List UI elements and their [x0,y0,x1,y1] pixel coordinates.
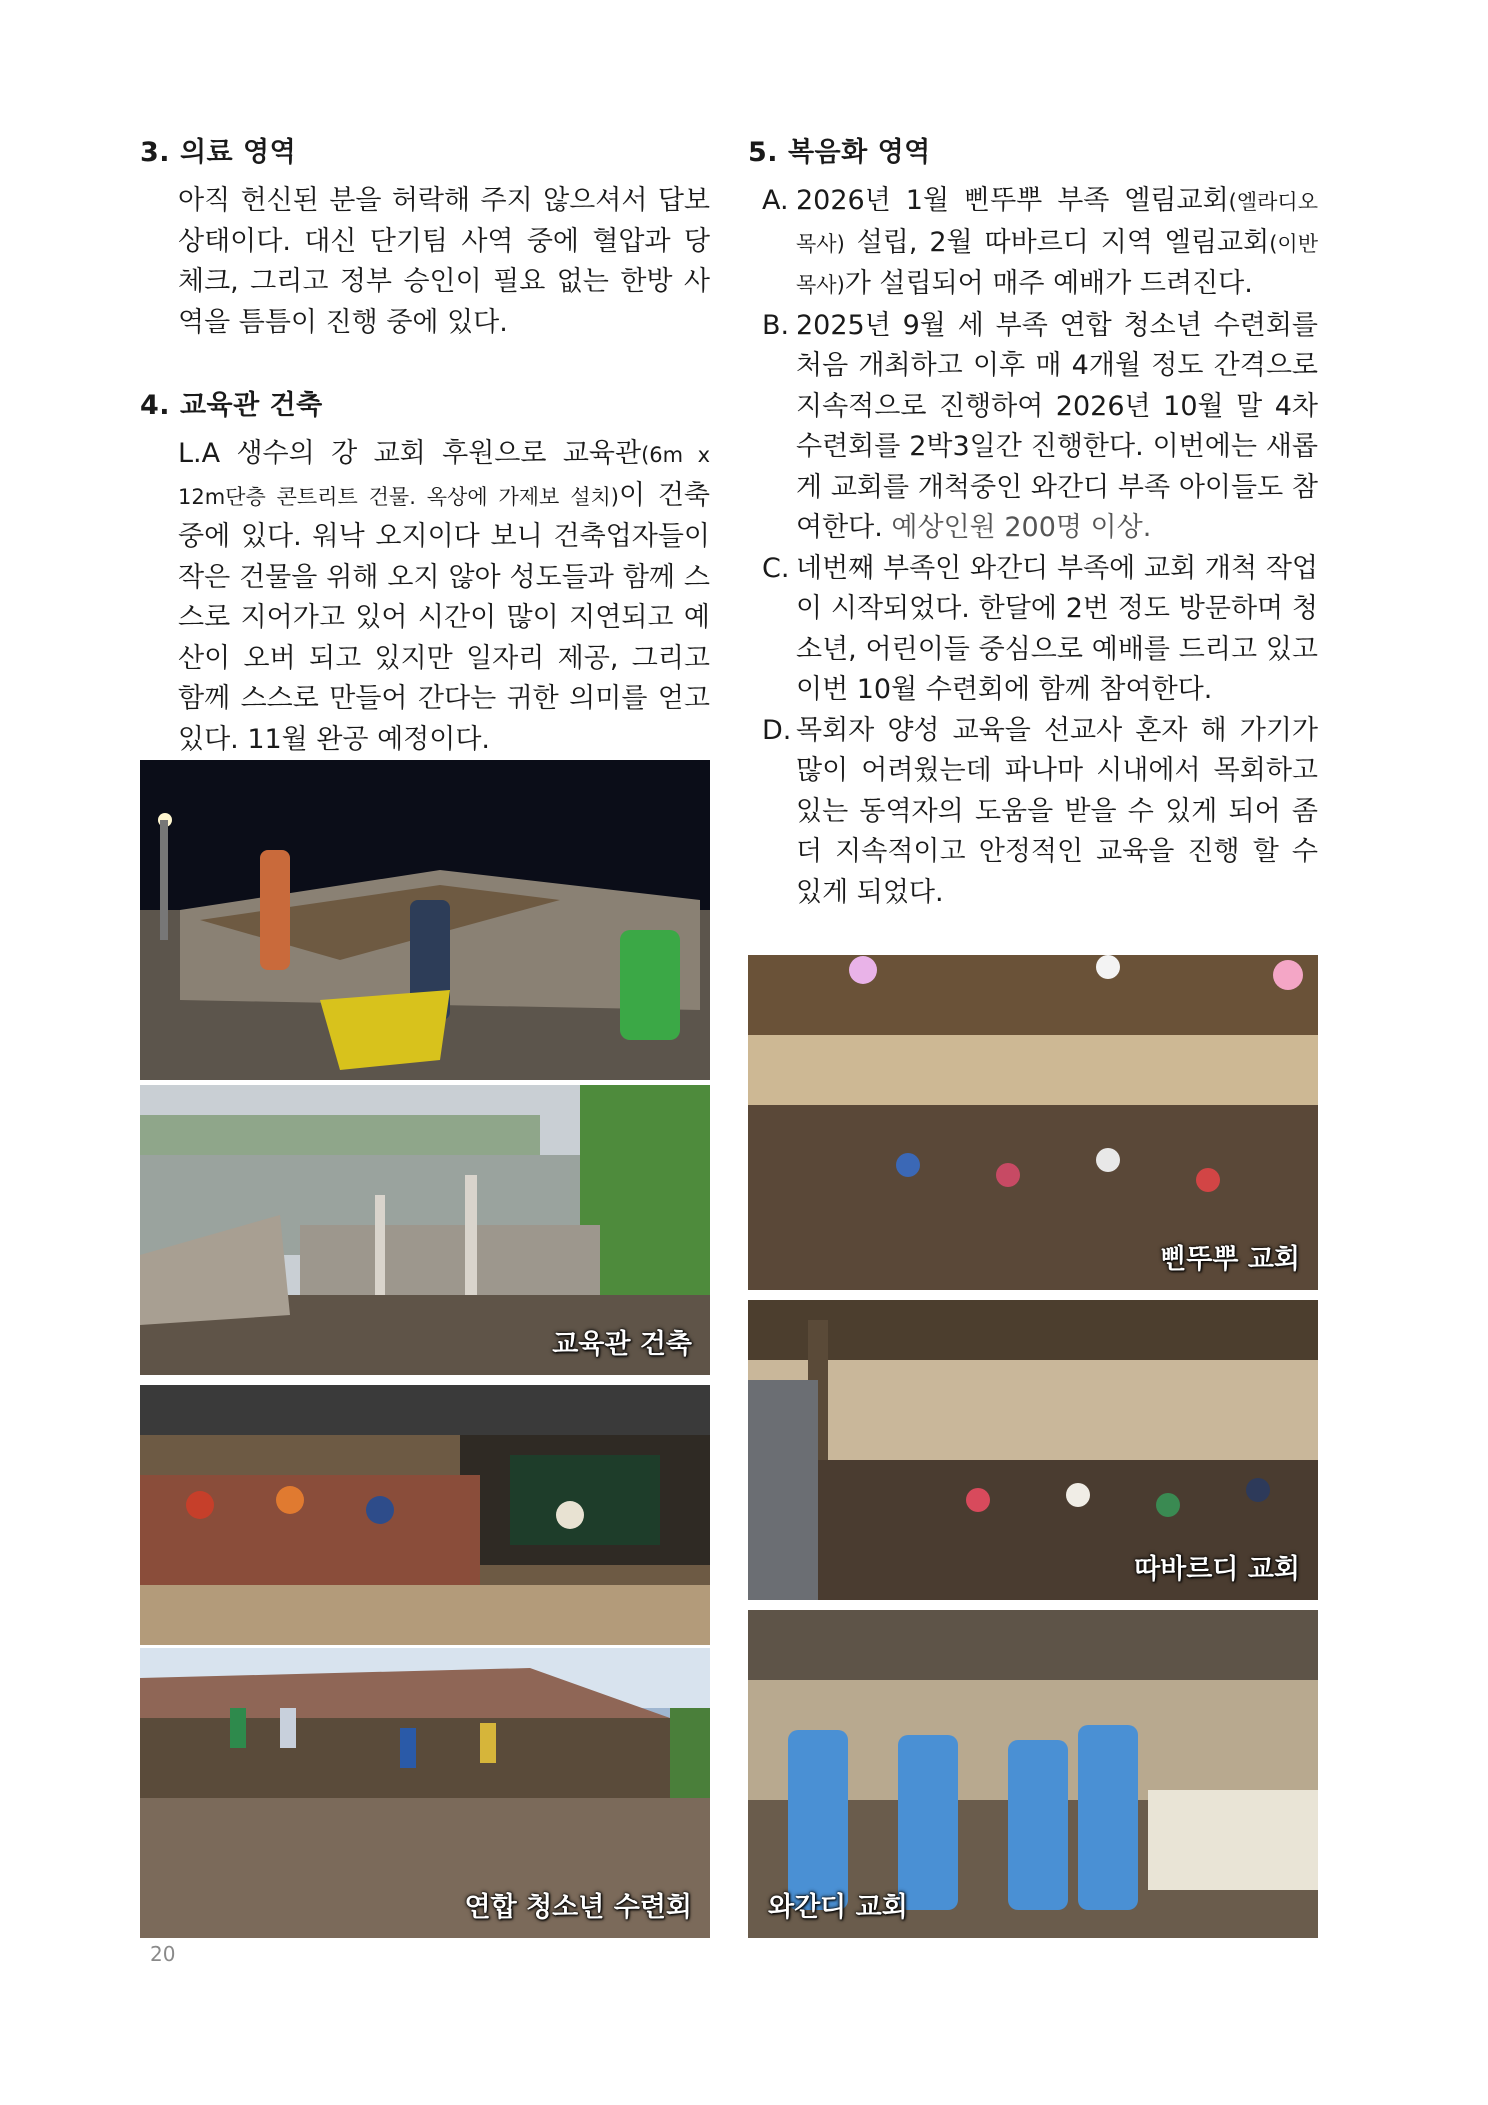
worship-gathering-image [140,1385,710,1645]
item-a-pastor-1: (엘라디오 목사) [796,190,1318,256]
education-building-spec: (6m x 12m단층 콘트리트 건물. 옥상에 가제보 설치) [178,443,710,509]
tabardi-church-photo [748,1300,1318,1600]
medical-heading: 3. 의료 영역 [140,137,297,168]
item-b-expected-count: 예상인원 200명 이상. [891,512,1152,543]
pintupu-caption: 삔뚜뿌 교회 [1160,1244,1300,1275]
education-body [178,434,710,760]
wagandi-church-photo [748,1610,1318,1938]
retreat-caption: 연합 청소년 수련회 [464,1892,692,1923]
education-heading: 4. 교육관 건축 [140,390,323,421]
evangelism-item-c [748,549,1318,711]
item-marker: D. [762,714,792,746]
item-a-text-3: 가 설립되어 매주 예배가 드려진다. [844,268,1253,299]
pintupu-church-photo [748,955,1318,1290]
education-section [140,383,710,760]
education-body-part-2: 이 건축 중에 있다. 워낙 오지이다 보니 건축업자들이 작은 건물을 위해 오지 않아 성도들과 함께 스스로 지어가고 있어 시간이 많이 지연되고 예산이 오버 되고 있지만 일자리 제공, 그리고 함께 스스로 만들어 간다는 귀한 의미를 얻고 있다. 11월 완공 예정이다. [178,479,710,755]
right-column [748,130,1318,953]
education-body-part-1: L.A 생수의 강 교회 후원으로 교육관 [178,438,642,469]
item-marker: C. [762,552,790,584]
item-a-text-2: 설립, 2월 따바르디 지역 엘림교회 [844,226,1270,258]
youth-retreat-photo [140,1648,710,1938]
construction-caption: 교육관 건축 [552,1329,692,1360]
construction-night-photo [140,760,710,1080]
evangelism-item-d [748,711,1318,914]
item-a-pastor-2: (이반 목사) [796,231,1318,297]
item-marker: A. [762,185,789,216]
evangelism-list [748,181,1318,913]
item-d-text: 목회자 양성 교육을 선교사 혼자 해 가기가 많이 어려웠는데 파나마 시내에서 목회하고 있는 동역자의 도움을 받을 수 있게 되어 좀 더 지속적이고 안정적인 교육을 진행 할 수 있게 되었다. [796,714,1318,908]
item-c-text: 네번째 부족인 와간디 부족에 교회 개척 작업이 시작되었다. 한달에 2번 정도 방문하며 청소년, 어린이들 중심으로 예배를 드리고 있고 이번 10월 수련회에 함께 참여한다. [796,552,1318,705]
wagandi-caption: 와간디 교회 [768,1892,908,1923]
construction-night-image [140,760,710,1080]
page-number: 20 [150,1942,176,1966]
evangelism-heading: 5. 복음화 영역 [748,137,931,168]
item-marker: B. [762,309,790,341]
left-column [140,130,710,800]
evangelism-item-a [748,181,1318,306]
tabardi-caption: 따바르디 교회 [1134,1554,1300,1585]
evangelism-section [748,130,1318,913]
item-b-text: 2025년 9월 세 부족 연합 청소년 수련회를 처음 개최하고 이후 매 4개월 정도 간격으로 지속적으로 진행하여 2026년 10월 말 4차 수련회를 2박3일간 진행한다. 이번에는 새롭게 교회를 개척중인 와간디 부족 아이들도 참여한다. [796,309,1318,543]
medical-body: 아직 헌신된 분을 허락해 주지 않으셔서 답보상태이다. 대신 단기팀 사역 중에 혈압과 당 체크, 그리고 정부 승인이 필요 없는 한방 사역을 틈틈이 진행 중에 있다. [178,185,710,338]
item-a-text-1: 2026년 1월 삔뚜뿌 부족 엘림교회 [796,185,1229,216]
worship-gathering-photo [140,1385,710,1645]
medical-section [140,130,710,343]
construction-site-photo [140,1085,710,1375]
evangelism-item-b [748,306,1318,549]
